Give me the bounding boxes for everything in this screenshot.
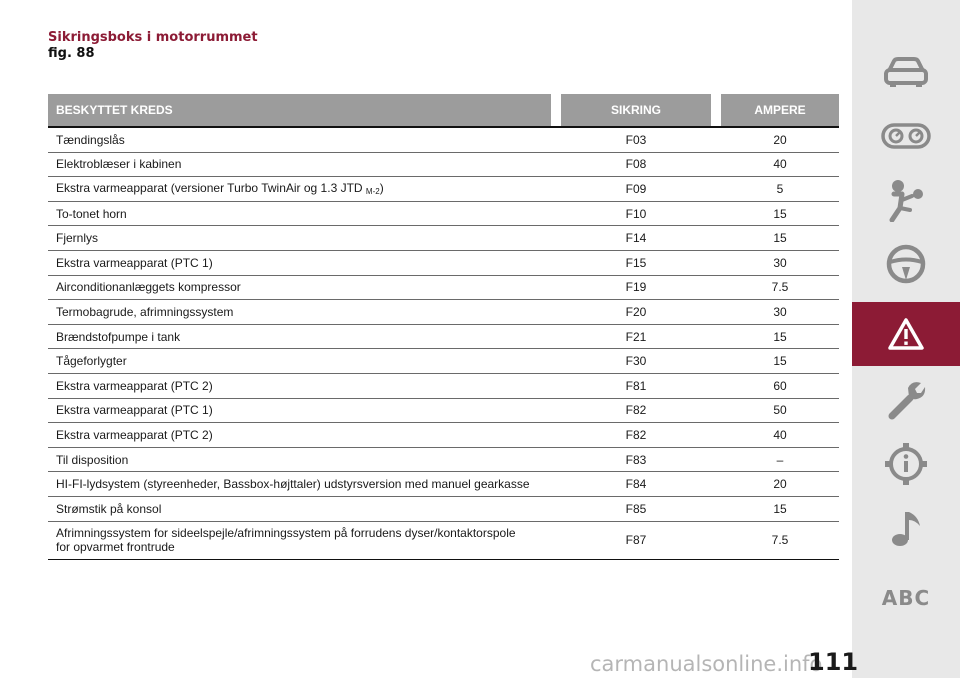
- cell-fuse: F08: [561, 152, 711, 177]
- cell-ampere: 30: [721, 250, 839, 275]
- cell-fuse: F19: [561, 275, 711, 300]
- index-label: ABC: [881, 586, 931, 610]
- cell-ampere: –: [721, 447, 839, 472]
- cell-fuse: F14: [561, 226, 711, 251]
- car-icon: [883, 55, 929, 89]
- cell-circuit: Fjernlys: [48, 226, 551, 251]
- cell-ampere: 5: [721, 177, 839, 202]
- sidebar-item-driving[interactable]: [852, 232, 960, 296]
- cell-ampere: 20: [721, 127, 839, 152]
- header-fuse: SIKRING: [561, 94, 711, 127]
- cell-circuit: Brændstofpumpe i tank: [48, 324, 551, 349]
- table-row: [48, 447, 839, 472]
- sidebar-item-multimedia[interactable]: [852, 496, 960, 560]
- sidebar-item-dashboard[interactable]: [852, 104, 960, 168]
- cell-fuse: F81: [561, 373, 711, 398]
- cell-circuit: Tændingslås: [48, 127, 551, 152]
- chapter-sidebar: [852, 0, 960, 678]
- cell-ampere: 7.5: [721, 521, 839, 559]
- section-heading: [48, 30, 258, 62]
- music-note-icon: [888, 508, 924, 548]
- cell-fuse: F82: [561, 398, 711, 423]
- table-row: [48, 521, 839, 559]
- table-row: [48, 177, 839, 202]
- cell-ampere: 15: [721, 324, 839, 349]
- cell-circuit: Ekstra varmeapparat (PTC 1): [48, 398, 551, 423]
- cell-ampere: 40: [721, 152, 839, 177]
- cell-ampere: 30: [721, 300, 839, 325]
- airbag-seat-icon: [884, 178, 928, 222]
- cell-ampere: 50: [721, 398, 839, 423]
- cell-fuse: F83: [561, 447, 711, 472]
- table-row: [48, 373, 839, 398]
- info-gear-icon: [884, 442, 928, 486]
- cell-circuit: To-tonet horn: [48, 201, 551, 226]
- cell-fuse: F82: [561, 423, 711, 448]
- header-circuit: BESKYTTET KREDS: [48, 94, 551, 127]
- watermark: carmanualsonline.info: [590, 652, 823, 676]
- sidebar-item-car[interactable]: [852, 40, 960, 104]
- sidebar-item-emergency[interactable]: [852, 302, 960, 366]
- cell-fuse: F03: [561, 127, 711, 152]
- cell-circuit: Ekstra varmeapparat (PTC 2): [48, 423, 551, 448]
- cell-circuit: Afrimningssystem for sideelspejle/afrimningssystem på forrudens dyser/kontaktorspole for opvarmet frontrude: [48, 521, 551, 559]
- cell-fuse: F30: [561, 349, 711, 374]
- table-row: [48, 250, 839, 275]
- table-row: [48, 226, 839, 251]
- steering-wheel-icon: [885, 243, 927, 285]
- sidebar-item-index[interactable]: [852, 566, 960, 630]
- table-row: [48, 300, 839, 325]
- cell-ampere: 60: [721, 373, 839, 398]
- table-row: [48, 349, 839, 374]
- cell-ampere: 15: [721, 226, 839, 251]
- table-header-row: [48, 94, 839, 127]
- wrench-icon: [884, 378, 928, 422]
- figure-reference: fig. 88: [48, 46, 95, 61]
- cell-circuit: Ekstra varmeapparat (versioner Turbo TwinAir og 1.3 JTD $_{M-2}$): [48, 177, 551, 202]
- page-number: 111: [808, 648, 859, 676]
- cell-fuse: F20: [561, 300, 711, 325]
- section-title: Sikringsboks i motorrummet: [48, 30, 258, 45]
- cell-ampere: 40: [721, 423, 839, 448]
- cell-ampere: 15: [721, 349, 839, 374]
- cell-fuse: F09: [561, 177, 711, 202]
- table-row: [48, 398, 839, 423]
- table-row: [48, 324, 839, 349]
- cell-circuit: Ekstra varmeapparat (PTC 1): [48, 250, 551, 275]
- sidebar-item-technical-data[interactable]: [852, 432, 960, 496]
- cell-fuse: F85: [561, 496, 711, 521]
- table-row: [48, 496, 839, 521]
- cell-circuit: Termobagrude, afrimningssystem: [48, 300, 551, 325]
- cell-fuse: F10: [561, 201, 711, 226]
- cell-ampere: 7.5: [721, 275, 839, 300]
- cell-circuit: HI-FI-lydsystem (styreenheder, Bassbox-højttaler) udstyrsversion med manuel gearkasse: [48, 472, 551, 497]
- table-row: [48, 275, 839, 300]
- cell-circuit: Airconditionanlæggets kompressor: [48, 275, 551, 300]
- cell-fuse: F15: [561, 250, 711, 275]
- warning-triangle-icon: [887, 317, 925, 351]
- fuse-table: [48, 94, 839, 560]
- circuit-subscript: M-2: [365, 187, 380, 197]
- cell-fuse: F84: [561, 472, 711, 497]
- dashboard-gauges-icon: [881, 123, 931, 149]
- cell-circuit: Elektroblæser i kabinen: [48, 152, 551, 177]
- cell-ampere: 15: [721, 496, 839, 521]
- table-row: [48, 152, 839, 177]
- sidebar-item-safety[interactable]: [852, 168, 960, 232]
- cell-circuit: Ekstra varmeapparat (PTC 2): [48, 373, 551, 398]
- cell-fuse: F21: [561, 324, 711, 349]
- cell-ampere: 20: [721, 472, 839, 497]
- header-ampere: AMPERE: [721, 94, 839, 127]
- table-row: [48, 127, 839, 152]
- table-row: [48, 472, 839, 497]
- cell-fuse: F87: [561, 521, 711, 559]
- cell-circuit: Til disposition: [48, 447, 551, 472]
- table-row: [48, 423, 839, 448]
- sidebar-item-maintenance[interactable]: [852, 368, 960, 432]
- cell-circuit: Strømstik på konsol: [48, 496, 551, 521]
- cell-ampere: 15: [721, 201, 839, 226]
- cell-circuit: Tågeforlygter: [48, 349, 551, 374]
- table-row: [48, 201, 839, 226]
